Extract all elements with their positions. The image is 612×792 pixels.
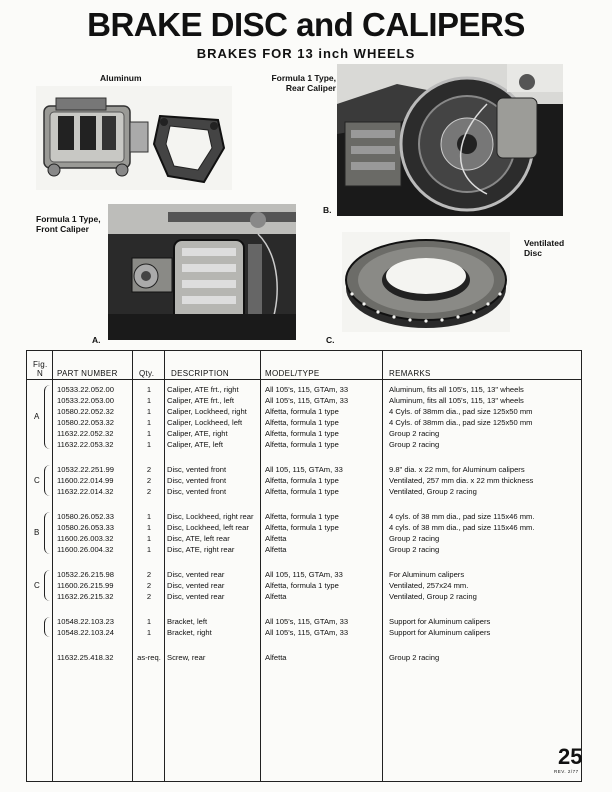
description-cell: Caliper, ATE, right <box>167 429 228 438</box>
part-number-cell: 10533.22.052.00 <box>57 385 115 394</box>
rear-caliper-photo <box>337 64 563 216</box>
model-type-cell: All 105's, 115, GTAm, 33 <box>265 628 349 637</box>
photo-letter-b: B. <box>323 205 332 215</box>
photo-letter-a: A. <box>92 335 101 345</box>
table-row <box>27 544 583 555</box>
header-part-number: PART NUMBER <box>57 369 118 378</box>
qty-cell: 1 <box>146 407 152 416</box>
model-type-cell: Alfetta <box>265 653 287 662</box>
table-row <box>27 591 583 602</box>
fig-label: C <box>34 475 40 485</box>
description-cell: Disc, Lockheed, left rear <box>167 523 249 532</box>
qty-cell: 1 <box>146 512 152 521</box>
remarks-cell: Group 2 racing <box>389 545 440 554</box>
part-number-cell: 11600.26.004.32 <box>57 545 114 554</box>
qty-cell: 2 <box>146 592 152 601</box>
part-number-cell: 10580.26.053.33 <box>57 523 115 532</box>
remarks-cell: Ventilated, Group 2 racing <box>389 487 477 496</box>
aluminum-caliper-photo <box>36 86 232 190</box>
model-type-cell: Alfetta, formula 1 type <box>265 476 339 485</box>
model-type-cell: Alfetta, formula 1 type <box>265 407 339 416</box>
qty-cell: 2 <box>146 581 152 590</box>
description-cell: Disc, vented rear <box>167 581 225 590</box>
description-cell: Screw, rear <box>167 653 206 662</box>
remarks-cell: Support for Aluminum calipers <box>389 617 491 626</box>
part-number-cell: 10532.26.215.98 <box>57 570 115 579</box>
table-row <box>27 522 583 533</box>
qty-cell: 1 <box>146 628 152 637</box>
caption-front-caliper: Formula 1 Type, Front Caliper <box>36 214 101 234</box>
description-cell: Disc, ATE, left rear <box>167 534 230 543</box>
qty-cell: 1 <box>146 617 152 626</box>
qty-cell: 1 <box>146 534 152 543</box>
revision-note: REV. 2/77 <box>554 769 579 774</box>
description-cell: Caliper, ATE, left <box>167 440 223 449</box>
part-number-cell: 10548.22.103.24 <box>57 628 115 637</box>
table-row <box>27 616 583 627</box>
table-row <box>27 384 583 395</box>
part-number-cell: 11600.26.003.32 <box>57 534 114 543</box>
description-cell: Disc, vented front <box>167 465 227 474</box>
part-number-cell: 11632.26.215.32 <box>57 592 114 601</box>
fig-label: A <box>34 412 40 421</box>
group-brace <box>44 512 52 554</box>
part-number-cell: 11632.25.418.32 <box>57 653 114 662</box>
description-cell: Disc, vented front <box>167 476 227 485</box>
part-number-cell: 11632.22.014.32 <box>57 487 114 496</box>
remarks-cell: Aluminum, fits all 105's, 115, 13" wheels <box>389 396 524 405</box>
group-brace <box>44 570 52 601</box>
part-number-cell: 10580.26.052.33 <box>57 512 115 521</box>
qty-cell: 2 <box>146 487 152 496</box>
part-number-cell: 10533.22.053.00 <box>57 396 115 405</box>
table-row <box>27 417 583 428</box>
part-number-cell: 11600.22.014.99 <box>57 476 114 485</box>
table-row <box>27 511 583 522</box>
header-description: DESCRIPTION <box>171 369 229 378</box>
qty-cell: 2 <box>146 465 152 474</box>
model-type-cell: All 105, 115, GTAm, 33 <box>265 465 343 474</box>
part-number-cell: 11600.26.215.99 <box>57 581 114 590</box>
page-title: BRAKE DISC and CALIPERS <box>87 6 525 43</box>
ventilated-disc-photo <box>342 232 510 332</box>
description-cell: Bracket, right <box>167 628 212 637</box>
description-cell: Caliper, ATE frt., right <box>167 385 239 394</box>
photo-letter-c: C. <box>326 335 335 345</box>
table-row <box>27 627 583 638</box>
group-brace <box>44 465 52 496</box>
qty-cell: 1 <box>146 396 152 405</box>
remarks-cell: 9.8" dia. x 22 mm, for Aluminum calipers <box>389 465 525 474</box>
qty-cell: 1 <box>146 385 152 394</box>
remarks-cell: 4 Cyls. of 38mm dia., pad size 125x50 mm <box>389 407 533 416</box>
table-row <box>27 406 583 417</box>
remarks-cell: Ventilated, 257x24 mm. <box>389 581 469 590</box>
remarks-cell: Ventilated, 257 mm dia. x 22 mm thickness <box>389 476 534 485</box>
table-row <box>27 486 583 497</box>
table-row <box>27 428 583 439</box>
model-type-cell: Alfetta, formula 1 type <box>265 440 339 449</box>
header-fig: Fig. N <box>33 360 48 378</box>
description-cell: Disc, vented rear <box>167 570 225 579</box>
part-number-cell: 10580.22.053.32 <box>57 418 115 427</box>
model-type-cell: Alfetta, formula 1 type <box>265 418 339 427</box>
remarks-cell: Group 2 racing <box>389 653 440 662</box>
remarks-cell: 4 cyls. of 38 mm dia., pad size 115x46 mm. <box>389 512 535 521</box>
table-row <box>27 533 583 544</box>
caption-rear-caliper: Formula 1 Type, Rear Caliper <box>271 73 336 93</box>
remarks-cell: 4 cyls. of 38 mm dia., pad size 115x46 mm. <box>389 523 535 532</box>
qty-cell: 1 <box>146 418 152 427</box>
model-type-cell: Alfetta, formula 1 type <box>265 523 339 532</box>
caption-aluminum: Aluminum <box>100 73 142 83</box>
model-type-cell: All 105, 115, GTAm, 33 <box>265 570 343 579</box>
model-type-cell: Alfetta, formula 1 type <box>265 429 339 438</box>
qty-cell: as-req. <box>137 653 161 662</box>
group-brace <box>44 617 52 637</box>
remarks-cell: Group 2 racing <box>389 534 440 543</box>
page-number: 25 <box>558 744 583 769</box>
model-type-cell: Alfetta <box>265 545 287 554</box>
part-number-cell: 11632.22.053.32 <box>57 440 114 449</box>
model-type-cell: Alfetta, formula 1 type <box>265 487 339 496</box>
part-number-cell: 10532.22.251.99 <box>57 465 115 474</box>
header-qty: Qty. <box>139 369 155 378</box>
model-type-cell: Alfetta <box>265 534 287 543</box>
description-cell: Caliper, ATE frt., left <box>167 396 234 405</box>
description-cell: Disc, vented front <box>167 487 227 496</box>
front-caliper-photo <box>108 204 296 340</box>
qty-cell: 2 <box>146 570 152 579</box>
description-cell: Bracket, left <box>167 617 208 626</box>
remarks-cell: Ventilated, Group 2 racing <box>389 592 477 601</box>
model-type-cell: Alfetta, formula 1 type <box>265 581 339 590</box>
table-row <box>27 569 583 580</box>
description-cell: Disc, Lockheed, right rear <box>167 512 254 521</box>
table-row <box>27 652 583 663</box>
remarks-cell: Support for Aluminum calipers <box>389 628 491 637</box>
part-number-cell: 10548.22.103.23 <box>57 617 115 626</box>
description-cell: Caliper, Lockheed, left <box>167 418 243 427</box>
model-type-cell: Alfetta <box>265 592 287 601</box>
remarks-cell: Group 2 racing <box>389 440 440 449</box>
qty-cell: 1 <box>146 429 152 438</box>
table-row <box>27 464 583 475</box>
description-cell: Caliper, Lockheed, right <box>167 407 247 416</box>
model-type-cell: All 105's, 115, GTAm, 33 <box>265 385 349 394</box>
part-number-cell: 10580.22.052.32 <box>57 407 115 416</box>
page-subtitle: BRAKES FOR 13 inch WHEELS <box>196 46 416 61</box>
qty-cell: 2 <box>146 476 152 485</box>
table-row <box>27 439 583 450</box>
table-row <box>27 395 583 406</box>
caption-ventilated-disc: Ventilated Disc <box>524 238 565 258</box>
group-brace <box>44 385 52 449</box>
header-remarks: REMARKS <box>389 369 431 378</box>
description-cell: Disc, vented rear <box>167 592 225 601</box>
qty-cell: 1 <box>146 523 152 532</box>
parts-table <box>26 350 582 782</box>
fig-label: B <box>34 528 40 537</box>
model-type-cell: Alfetta, formula 1 type <box>265 512 339 521</box>
qty-cell: 1 <box>146 545 152 554</box>
part-number-cell: 11632.22.052.32 <box>57 429 114 438</box>
model-type-cell: All 105's, 115, GTAm, 33 <box>265 396 349 405</box>
table-row <box>27 580 583 591</box>
header-model-type: MODEL/TYPE <box>265 369 320 378</box>
remarks-cell: Aluminum, fits all 105's, 115, 13" wheels <box>389 385 524 394</box>
remarks-cell: For Aluminum calipers <box>389 570 465 579</box>
model-type-cell: All 105's, 115, GTAm, 33 <box>265 617 349 626</box>
remarks-cell: 4 Cyls. of 38mm dia., pad size 125x50 mm <box>389 418 533 427</box>
fig-label: C <box>34 580 40 590</box>
remarks-cell: Group 2 racing <box>389 429 440 438</box>
description-cell: Disc, ATE, right rear <box>167 545 235 554</box>
table-row <box>27 475 583 486</box>
qty-cell: 1 <box>146 440 152 449</box>
